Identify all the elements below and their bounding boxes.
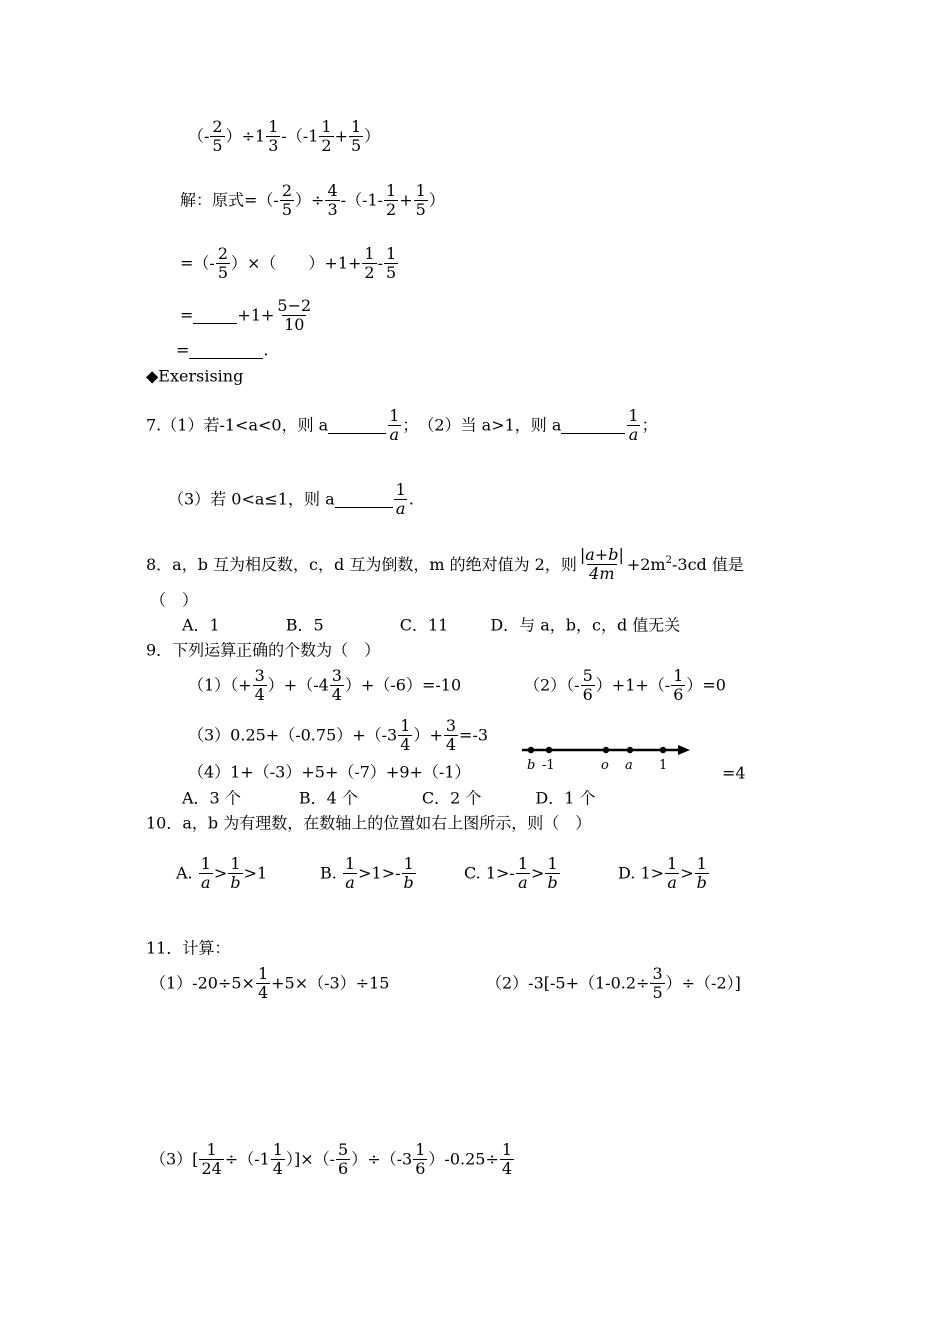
fraction: $\frac{3}{4}$ — [254, 666, 265, 704]
fraction: $\frac{1}{4}$ — [501, 1140, 513, 1178]
fraction: $\frac{1}{3}$ — [268, 117, 279, 155]
point-origin — [603, 747, 609, 753]
fraction: $\frac{1}{5}$ — [415, 181, 426, 219]
fraction: $\frac{3}{4}$ — [331, 666, 342, 704]
number-line-arrow — [678, 745, 690, 755]
fraction: $\frac{1}{a}$ — [667, 854, 678, 892]
question-9-item-4-tail: =4 — [722, 763, 746, 783]
fraction: $\frac{5}{6}$ — [338, 1140, 349, 1178]
question-10-option-d: D. 1> $\frac{1}{a}$ > $\frac{1}{b}$ — [618, 854, 707, 892]
fraction: $\frac{2}{5}$ — [212, 117, 223, 155]
question-10-option-b: B. $\frac{1}{a}$ >1>- $\frac{1}{b}$ — [320, 854, 414, 892]
fraction: $\frac{1}{5}$ — [386, 244, 397, 282]
option-c: C．2 个 — [421, 788, 482, 808]
option-b: B．4 个 — [298, 788, 358, 808]
fraction: $\frac{1}{b}$ — [547, 854, 558, 892]
fraction: $\frac{1}{6}$ — [673, 666, 684, 704]
fraction: $\frac{1}{4}$ — [272, 1140, 283, 1178]
question-11-title: 11．计算： — [146, 938, 231, 958]
label-one: 1 — [659, 758, 668, 773]
label-origin: o — [601, 758, 609, 773]
option-d: D．1 个 — [535, 788, 596, 808]
label-a: a — [625, 758, 633, 773]
fraction: $\frac{1}{b}$ — [230, 854, 241, 892]
option-d: D．与 a，b，c，d 值无关 — [490, 615, 681, 635]
solution-step-4: = . — [176, 340, 269, 360]
fraction: $\frac{1}{a}$ — [344, 854, 356, 892]
question-8-paren: （ ） — [150, 590, 199, 610]
question-9-item-1: （1）（+ $\frac{3}{4}$ ）+（-4 $\frac{3}{4}$ ）+（-6）=-10 — [188, 666, 462, 704]
option-a: A．3 个 — [182, 788, 241, 808]
fraction: $\frac{4}{3}$ — [327, 181, 338, 219]
exercise-heading: ◆Exersising — [146, 366, 244, 386]
question-10-option-c: C. 1>- $\frac{1}{a}$ > $\frac{1}{b}$ — [464, 854, 558, 892]
fraction: $\frac{1}{4}$ — [257, 964, 269, 1002]
fraction: $\frac{1}{2}$ — [364, 244, 375, 282]
point-a — [627, 747, 633, 753]
option-a: A．1 — [182, 615, 220, 635]
fraction: $\frac{5}{6}$ — [582, 666, 593, 704]
fraction: $\frac{1}{2}$ — [321, 117, 332, 155]
fraction: $\frac{1}{24}$ — [201, 1140, 222, 1178]
number-line — [518, 736, 698, 776]
fraction: $\frac{5-2}{10}$ — [277, 296, 312, 334]
question-8: 8．a，b 互为相反数，c，d 互为倒数，m 的绝对值为 2，则 $\frac{|a+b|}{4m}$ $+2m^2-3cd$ 值是 — [146, 545, 744, 584]
fraction: $\frac{1}{a}$ — [200, 854, 211, 892]
solution-step-2: =（- $\frac{2}{5}$ ）×（ ）+1+ $\frac{1}{2}$ - $\frac{1}{5}$ — [180, 244, 397, 282]
fraction: $\frac{1}{b}$ — [403, 854, 414, 892]
problem-expression: （- $\frac{2}{5}$ ）÷1 $\frac{1}{3}$ -（-1 $\frac{1}{2}$ + $\frac{1}{5}$ ） — [188, 117, 381, 155]
question-9-item-2: （2）（- $\frac{5}{6}$ ）+1+（- $\frac{1}{6}$ ）=0 — [524, 666, 726, 704]
question-9-item-4: （4）1+（-3）+5+（-7）+9+（-1） — [188, 762, 471, 782]
option-b: B．5 — [285, 615, 324, 635]
solution-step-3: = +1+ $\frac{5-2}{10}$ — [180, 296, 312, 334]
question-11-part-2: （2）-3[-5+（1-0.2÷ $\frac{3}{5}$ ）÷（-2）] — [486, 964, 741, 1002]
question-9-item-3: （3）0.25+（-0.75）+（-3 $\frac{1}{4}$ ）+ $\frac{3}{4}$ =-3 — [188, 716, 489, 754]
answer-blank — [328, 417, 386, 434]
fraction: $\frac{1}{a}$ — [395, 480, 406, 518]
point-one — [660, 747, 666, 753]
fraction: $\frac{1}{a}$ — [628, 406, 639, 444]
fraction: $\frac{1}{4}$ — [400, 716, 411, 754]
question-10-option-a: A. $\frac{1}{a}$ > $\frac{1}{b}$ >1 — [176, 854, 268, 892]
question-11-part-1: （1）-20÷5× $\frac{1}{4}$ +5×（-3）÷15 — [150, 964, 390, 1002]
fraction: $\frac{1}{b}$ — [696, 854, 707, 892]
answer-blank — [193, 307, 237, 324]
solution-step-1: 解：原式=（- $\frac{2}{5}$ ）÷ $\frac{4}{3}$ -（-1- $\frac{1}{2}$ + $\frac{1}{5}$ ） — [180, 181, 445, 219]
fraction: $\frac{|a+b|}{4m}$ — [579, 545, 624, 584]
fraction: $\frac{1}{6}$ — [415, 1140, 426, 1178]
point-b — [528, 747, 534, 753]
fraction: $\frac{1}{2}$ — [386, 181, 397, 219]
fraction: $\frac{1}{a}$ — [389, 406, 400, 444]
point-minus-one — [546, 747, 552, 753]
text: （- — [188, 126, 210, 146]
fraction: $\frac{2}{5}$ — [281, 181, 293, 219]
answer-blank — [561, 417, 625, 434]
fraction: $\frac{3}{4}$ — [445, 716, 457, 754]
question-10-title: 10．a，b 为有理数，在数轴上的位置如右上图所示，则（ ） — [146, 813, 592, 833]
question-7-line-1: 7.（1）若-1<a<0，则 a $\frac{1}{a}$ ； （2）当 a>1，则 a $\frac{1}{a}$ ； — [146, 406, 658, 444]
label-minus-one: -1 — [542, 758, 555, 773]
question-9-title: 9．下列运算正确的个数为（ ） — [146, 640, 381, 660]
fraction: $\frac{2}{5}$ — [217, 244, 229, 282]
question-11-part-3: （3）[ $\frac{1}{24}$ ÷（-1 $\frac{1}{4}$ ）]×（- $\frac{5}{6}$ ）÷（-3 $\frac{1}{6}$ ）-0.25÷ $\frac{1}{4}$ — [150, 1140, 513, 1178]
answer-blank — [335, 491, 393, 508]
option-c: C．11 — [399, 615, 449, 635]
fraction: $\frac{1}{5}$ — [350, 117, 362, 155]
fraction: $\frac{1}{a}$ — [517, 854, 529, 892]
question-7-line-2: （3）若 0<a≤1，则 a $\frac{1}{a}$ . — [168, 480, 414, 518]
label-b: b — [527, 758, 536, 773]
fraction: $\frac{3}{5}$ — [652, 964, 663, 1002]
